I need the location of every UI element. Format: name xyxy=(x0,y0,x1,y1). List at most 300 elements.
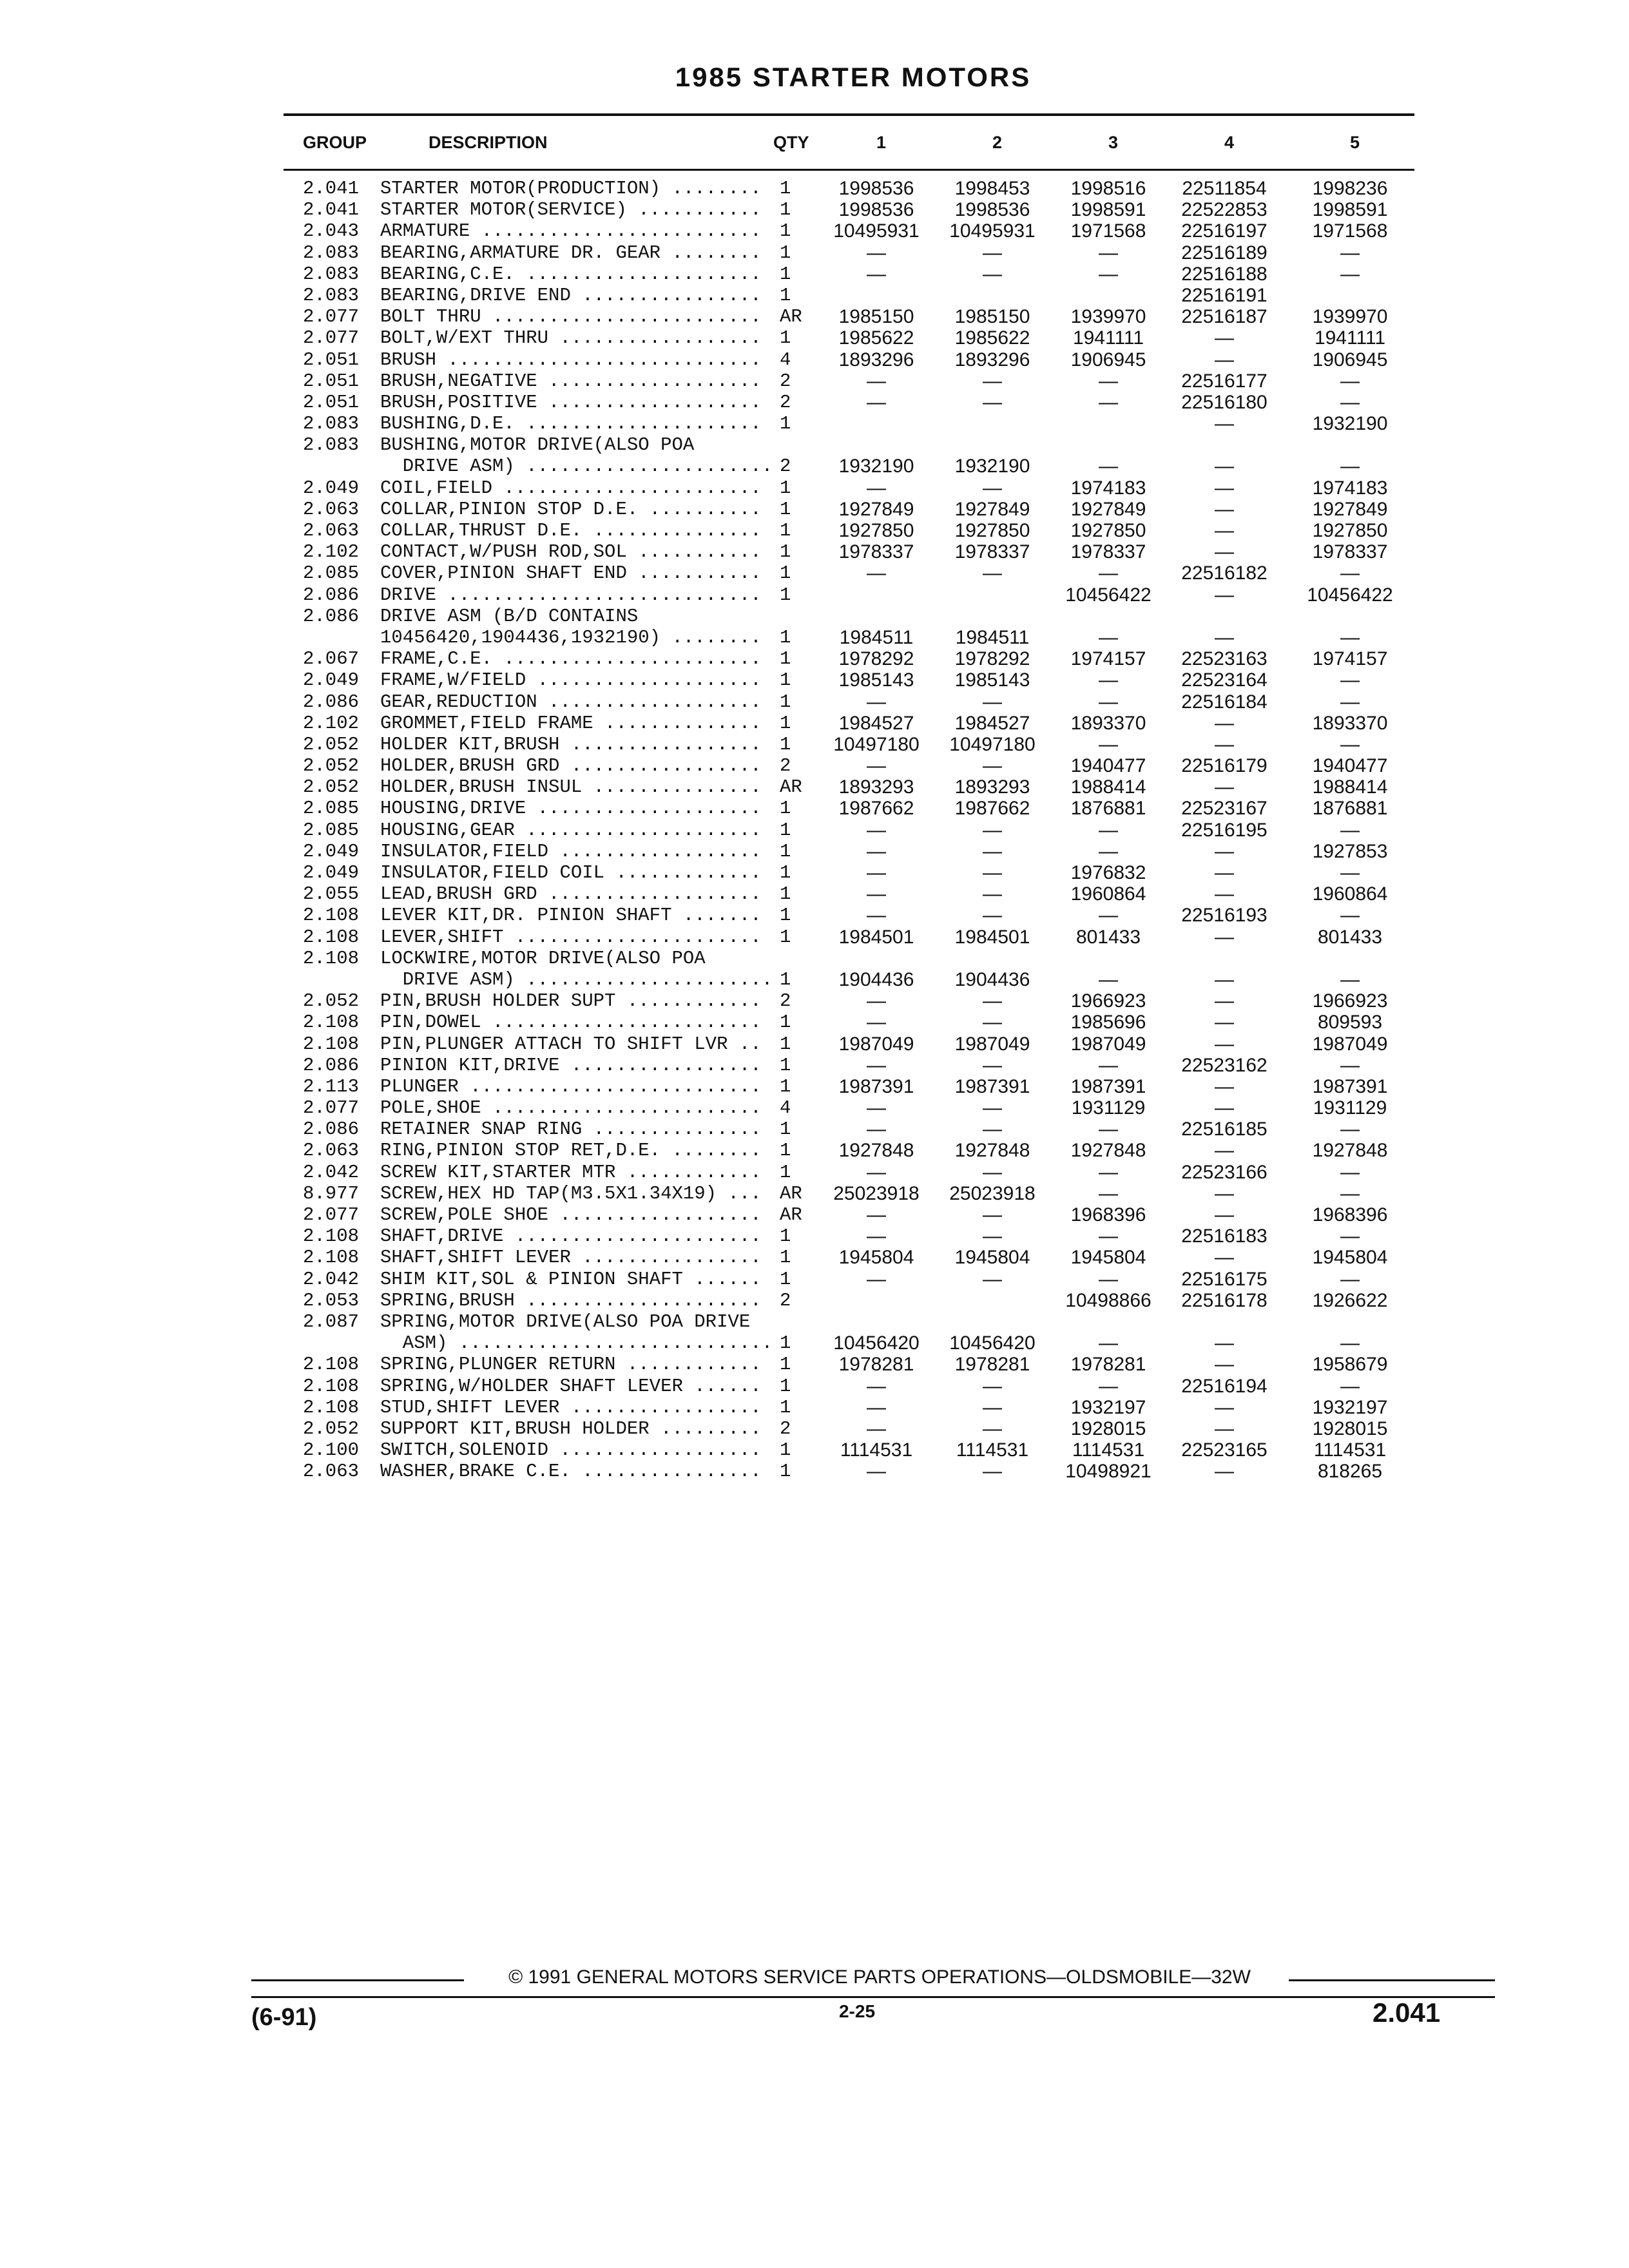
cell-col-4: 22516189 xyxy=(1181,242,1268,264)
cell-col-1: — xyxy=(867,905,886,927)
cell-col-3: — xyxy=(1099,1119,1118,1140)
cell-description: COIL,FIELD ....................... xyxy=(380,477,762,499)
table-row xyxy=(284,1332,1414,1354)
cell-description: LEVER KIT,DR. PINION SHAFT ....... xyxy=(380,905,762,927)
cell-qty: 1 xyxy=(780,905,791,927)
cell-col-2: — xyxy=(983,755,1002,777)
table-row xyxy=(284,841,1414,862)
cell-col-3: — xyxy=(1099,456,1118,477)
cell-col-3: — xyxy=(1099,562,1118,584)
cell-qty: 1 xyxy=(780,199,791,221)
cell-group: 2.041 xyxy=(303,199,360,221)
cell-col-5: — xyxy=(1340,669,1360,691)
header-col-4: 4 xyxy=(1224,133,1235,152)
cell-description: ARMATURE ......................... xyxy=(380,220,762,242)
cell-group: 2.100 xyxy=(303,1439,360,1461)
cell-col-1: 10495931 xyxy=(833,220,920,242)
cell-col-4: 22523167 xyxy=(1181,798,1268,820)
table-row xyxy=(284,1290,1414,1311)
cell-qty: 1 xyxy=(780,1012,791,1033)
cell-col-2: 1985150 xyxy=(954,306,1030,328)
cell-description: SPRING,BRUSH ..................... xyxy=(380,1289,762,1311)
cell-col-4: — xyxy=(1215,926,1234,948)
cell-qty: AR xyxy=(780,306,802,328)
cell-col-5: — xyxy=(1340,370,1360,392)
cell-col-2: — xyxy=(983,990,1002,1012)
cell-col-1: 1987662 xyxy=(838,798,914,820)
cell-group: 2.086 xyxy=(303,1054,360,1076)
cell-col-3: 1976832 xyxy=(1070,862,1146,883)
cell-col-5: — xyxy=(1340,626,1360,648)
cell-col-4: — xyxy=(1215,1140,1234,1162)
cell-col-1: 1984501 xyxy=(838,926,914,948)
cell-col-3: 1987049 xyxy=(1070,1033,1146,1055)
cell-qty: 1 xyxy=(780,1439,791,1461)
cell-qty: 1 xyxy=(780,1161,791,1183)
cell-col-2: — xyxy=(983,883,1002,905)
cell-col-2: 1893293 xyxy=(954,776,1030,798)
cell-description: PIN,DOWEL ........................ xyxy=(380,1012,762,1033)
table-row xyxy=(284,755,1414,776)
cell-group: 2.052 xyxy=(303,733,360,755)
cell-col-2: 1998536 xyxy=(954,199,1030,221)
cell-group: 2.049 xyxy=(303,862,360,883)
cell-col-4: — xyxy=(1215,413,1234,435)
cell-group: 2.108 xyxy=(303,1247,360,1269)
cell-col-5: 1927849 xyxy=(1312,498,1388,520)
cell-col-4: — xyxy=(1215,626,1234,648)
cell-qty: 1 xyxy=(780,327,791,349)
table-row xyxy=(284,1140,1414,1161)
cell-col-3: 1932197 xyxy=(1070,1396,1146,1418)
cell-col-5: 1988414 xyxy=(1312,776,1388,798)
cell-description: COLLAR,PINION STOP D.E. .......... xyxy=(380,498,762,520)
cell-description: DRIVE ASM) ...................... xyxy=(380,968,773,990)
table-row xyxy=(284,370,1414,392)
cell-col-5: 809593 xyxy=(1317,1012,1383,1033)
cell-group: 2.077 xyxy=(303,1204,360,1225)
cell-group: 2.053 xyxy=(303,1289,360,1311)
cell-description: 10456420,1904436,1932190) ........ xyxy=(380,626,762,648)
cell-col-1: — xyxy=(867,1012,886,1033)
cell-col-3: — xyxy=(1099,819,1118,841)
cell-col-4: — xyxy=(1215,840,1234,862)
cell-group: 2.108 xyxy=(303,1354,360,1376)
cell-qty: 1 xyxy=(780,691,791,713)
cell-qty: AR xyxy=(780,776,802,798)
cell-qty: 1 xyxy=(780,1396,791,1418)
cell-col-2: 1945804 xyxy=(954,1247,1030,1269)
cell-col-3: 1998516 xyxy=(1070,178,1146,199)
cell-col-1: — xyxy=(867,1097,886,1119)
cell-col-4: — xyxy=(1215,541,1234,563)
cell-description: LEAD,BRUSH GRD ................... xyxy=(380,883,762,905)
cell-col-1: 1984511 xyxy=(839,626,914,648)
cell-col-1: — xyxy=(867,840,886,862)
cell-qty: 1 xyxy=(780,562,791,584)
header-description: DESCRIPTION xyxy=(429,133,548,152)
cell-col-1: 1978292 xyxy=(838,648,914,670)
cell-col-3: 1906945 xyxy=(1070,349,1146,370)
cell-description: BOLT THRU ........................ xyxy=(380,306,762,328)
cell-description: SPRING,MOTOR DRIVE(ALSO POA DRIVE xyxy=(380,1311,751,1332)
table-row xyxy=(284,199,1414,220)
cell-col-4: 22523162 xyxy=(1181,1054,1268,1076)
cell-description: STARTER MOTOR(PRODUCTION) ........ xyxy=(380,178,762,199)
cell-col-5: 1978337 xyxy=(1312,541,1388,563)
cell-col-2: — xyxy=(983,1396,1002,1418)
cell-col-1: — xyxy=(867,691,886,713)
cell-col-5: — xyxy=(1340,263,1360,285)
table-row xyxy=(284,948,1414,969)
cell-col-3: — xyxy=(1099,1268,1118,1290)
cell-qty: 1 xyxy=(780,498,791,520)
footer-rule-left xyxy=(251,1979,464,1981)
cell-col-3: — xyxy=(1099,1161,1118,1183)
cell-col-4: — xyxy=(1215,477,1234,499)
cell-group: 2.113 xyxy=(303,1075,360,1097)
cell-group: 2.086 xyxy=(303,584,360,606)
cell-col-3: 1966923 xyxy=(1070,990,1146,1012)
cell-col-2: 1984527 xyxy=(954,712,1030,734)
cell-col-2: — xyxy=(983,1204,1002,1225)
cell-description: BRUSH ............................ xyxy=(380,349,762,370)
cell-col-5: — xyxy=(1340,1161,1360,1183)
cell-col-2: 1893296 xyxy=(954,349,1030,370)
cell-col-4: — xyxy=(1215,1461,1234,1483)
cell-col-2: — xyxy=(983,370,1002,392)
cell-col-4: — xyxy=(1215,498,1234,520)
cell-col-2: 1987662 xyxy=(954,798,1030,820)
cell-col-4: — xyxy=(1215,1182,1234,1204)
cell-group: 2.086 xyxy=(303,1119,360,1140)
cell-qty: 1 xyxy=(780,862,791,883)
cell-col-2: — xyxy=(983,1161,1002,1183)
header-col-1: 1 xyxy=(876,133,887,152)
cell-col-1: — xyxy=(867,862,886,883)
header-rule-bottom xyxy=(284,169,1414,171)
cell-description: LOCKWIRE,MOTOR DRIVE(ALSO POA xyxy=(380,947,706,969)
table-row xyxy=(284,584,1414,606)
cell-group: 2.085 xyxy=(303,562,360,584)
cell-qty: 2 xyxy=(780,456,791,477)
cell-col-2: 1984511 xyxy=(955,626,1030,648)
cell-description: BEARING,ARMATURE DR. GEAR ........ xyxy=(380,242,762,264)
cell-col-2: 1932190 xyxy=(954,456,1030,477)
cell-col-3: — xyxy=(1099,1182,1118,1204)
cell-description: DRIVE ............................ xyxy=(380,584,762,606)
table-row xyxy=(284,1461,1414,1482)
cell-col-1: — xyxy=(867,1396,886,1418)
cell-qty: 1 xyxy=(780,1461,791,1483)
cell-col-4: 22516179 xyxy=(1181,755,1268,777)
cell-col-2: — xyxy=(983,477,1002,499)
cell-col-1: 1985150 xyxy=(838,306,914,328)
table-row xyxy=(284,691,1414,713)
cell-col-5: — xyxy=(1340,1119,1360,1140)
footer-rule-right xyxy=(1289,1979,1495,1981)
cell-col-4: 22516183 xyxy=(1181,1225,1268,1247)
cell-description: PINION KIT,DRIVE ................. xyxy=(380,1054,762,1076)
cell-col-1: — xyxy=(867,819,886,841)
cell-description: BRUSH,NEGATIVE ................... xyxy=(380,370,762,392)
cell-col-4: 22516194 xyxy=(1181,1375,1268,1397)
cell-col-5: 1906945 xyxy=(1312,349,1388,370)
cell-col-4: 22516177 xyxy=(1181,370,1268,392)
cell-description: BRUSH,POSITIVE ................... xyxy=(380,391,762,413)
cell-col-1: — xyxy=(867,1119,886,1140)
cell-qty: 1 xyxy=(780,242,791,264)
cell-col-4: 22516175 xyxy=(1181,1268,1268,1290)
cell-col-3: 1960864 xyxy=(1070,883,1146,905)
cell-col-5: 1945804 xyxy=(1312,1247,1388,1269)
cell-col-1: 1893296 xyxy=(838,349,914,370)
cell-group: 2.077 xyxy=(303,306,360,328)
header-rule-top xyxy=(284,113,1414,116)
cell-group: 2.049 xyxy=(303,840,360,862)
cell-description: POLE,SHOE ........................ xyxy=(380,1097,762,1119)
cell-col-5: 1974183 xyxy=(1312,477,1388,499)
cell-qty: 4 xyxy=(780,349,791,370)
cell-description: SCREW KIT,STARTER MTR ............ xyxy=(380,1161,762,1183)
cell-qty: 1 xyxy=(780,541,791,563)
table-row xyxy=(284,1269,1414,1290)
cell-col-2: — xyxy=(983,1225,1002,1247)
cell-col-2: — xyxy=(983,1097,1002,1119)
cell-col-5: — xyxy=(1340,1332,1360,1354)
cell-description: STUD,SHIFT LEVER ................. xyxy=(380,1396,762,1418)
footer-revision: (6-91) xyxy=(251,2004,317,2031)
cell-group: 2.051 xyxy=(303,391,360,413)
cell-col-5: 1926622 xyxy=(1312,1289,1388,1311)
cell-col-3: — xyxy=(1099,242,1118,264)
cell-description: INSULATOR,FIELD .................. xyxy=(380,840,762,862)
cell-col-3: 1985696 xyxy=(1070,1012,1146,1033)
cell-qty: 2 xyxy=(780,1289,791,1311)
cell-col-2: 1978281 xyxy=(954,1354,1030,1376)
cell-col-3: 1978337 xyxy=(1070,541,1146,563)
cell-description: BEARING,C.E. ..................... xyxy=(380,263,762,285)
cell-col-1: 10497180 xyxy=(833,733,920,755)
cell-group: 8.977 xyxy=(303,1182,360,1204)
cell-qty: AR xyxy=(780,1182,802,1204)
cell-col-5: 1987049 xyxy=(1312,1033,1388,1055)
cell-col-5: 1966923 xyxy=(1312,990,1388,1012)
cell-col-4: 22511854 xyxy=(1182,178,1267,199)
cell-group: 2.041 xyxy=(303,178,360,199)
cell-qty: 1 xyxy=(780,819,791,841)
cell-col-1: 1114531 xyxy=(840,1439,913,1461)
cell-qty: 1 xyxy=(780,1054,791,1076)
cell-group: 2.108 xyxy=(303,1396,360,1418)
table-row xyxy=(284,776,1414,798)
cell-col-5: — xyxy=(1340,862,1360,883)
cell-col-4: — xyxy=(1215,1033,1234,1055)
cell-description: BEARING,DRIVE END ................ xyxy=(380,284,762,306)
cell-qty: 1 xyxy=(780,584,791,606)
cell-col-4: 22523163 xyxy=(1181,648,1268,670)
cell-qty: 1 xyxy=(780,1119,791,1140)
cell-col-1: — xyxy=(867,990,886,1012)
cell-col-3: 1927850 xyxy=(1070,520,1146,541)
cell-description: INSULATOR,FIELD COIL ............. xyxy=(380,862,762,883)
cell-group: 2.063 xyxy=(303,1140,360,1162)
cell-group: 2.052 xyxy=(303,755,360,777)
cell-col-5: — xyxy=(1340,562,1360,584)
cell-qty: 2 xyxy=(780,755,791,777)
cell-col-3: 1968396 xyxy=(1070,1204,1146,1225)
cell-col-4: 22516182 xyxy=(1181,562,1268,584)
cell-col-4: 22516197 xyxy=(1181,220,1268,242)
cell-description: SHIM KIT,SOL & PINION SHAFT ...... xyxy=(380,1268,762,1290)
cell-col-1: 10456420 xyxy=(833,1332,920,1354)
cell-qty: 1 xyxy=(780,178,791,199)
table-row xyxy=(284,1354,1414,1375)
cell-group: 2.055 xyxy=(303,883,360,905)
cell-col-2: 25023918 xyxy=(949,1182,1036,1204)
cell-col-1: — xyxy=(867,883,886,905)
cell-description: HOLDER KIT,BRUSH ................. xyxy=(380,733,762,755)
cell-col-5: 1893370 xyxy=(1312,712,1388,734)
cell-group: 2.083 xyxy=(303,434,360,456)
cell-col-3: 1978281 xyxy=(1070,1354,1146,1376)
cell-description: LEVER,SHIFT ...................... xyxy=(380,926,762,948)
cell-col-4: — xyxy=(1215,456,1234,477)
table-row xyxy=(284,1247,1414,1268)
cell-col-4: — xyxy=(1215,327,1234,349)
cell-description: GROMMET,FIELD FRAME .............. xyxy=(380,712,762,734)
table-row xyxy=(284,520,1414,541)
cell-group: 2.077 xyxy=(303,327,360,349)
table-row xyxy=(284,648,1414,669)
cell-col-1: — xyxy=(867,370,886,392)
cell-col-4: — xyxy=(1215,883,1234,905)
table-row xyxy=(284,392,1414,413)
cell-col-4: — xyxy=(1215,776,1234,798)
cell-description: PLUNGER .......................... xyxy=(380,1075,762,1097)
cell-col-2: — xyxy=(983,242,1002,264)
table-row xyxy=(284,220,1414,242)
cell-col-5: 1998236 xyxy=(1312,178,1388,199)
table-row xyxy=(284,669,1414,691)
table-row xyxy=(284,264,1414,285)
cell-col-5: — xyxy=(1340,733,1360,755)
table-row xyxy=(284,627,1414,648)
cell-col-5: — xyxy=(1340,456,1360,477)
cell-qty: 2 xyxy=(780,391,791,413)
cell-col-5: 1876881 xyxy=(1312,798,1388,820)
cell-col-5: 1987391 xyxy=(1312,1075,1388,1097)
cell-col-1: 1978337 xyxy=(838,541,914,563)
cell-col-3: 1893370 xyxy=(1070,712,1146,734)
cell-col-4: 22523166 xyxy=(1181,1161,1268,1183)
cell-col-2: 1998453 xyxy=(954,178,1030,199)
table-row xyxy=(284,327,1414,349)
cell-qty: 1 xyxy=(780,798,791,820)
cell-col-2: 1927850 xyxy=(954,520,1030,541)
cell-description: COVER,PINION SHAFT END ........... xyxy=(380,562,762,584)
table-row xyxy=(284,434,1414,456)
cell-description: FRAME,W/FIELD .................... xyxy=(380,669,762,691)
cell-col-2: — xyxy=(983,819,1002,841)
cell-col-1: 1987049 xyxy=(838,1033,914,1055)
table-row xyxy=(284,413,1414,434)
cell-col-3: — xyxy=(1099,1375,1118,1397)
cell-description: SWITCH,SOLENOID .................. xyxy=(380,1439,762,1461)
footer-rule-long xyxy=(251,1996,1495,1998)
cell-col-5: — xyxy=(1340,691,1360,713)
cell-qty: 1 xyxy=(780,712,791,734)
cell-qty: 1 xyxy=(780,840,791,862)
cell-col-1: 1985143 xyxy=(838,669,914,691)
cell-col-3: — xyxy=(1099,905,1118,927)
table-row xyxy=(284,306,1414,327)
cell-col-5: 1932190 xyxy=(1312,413,1388,435)
cell-col-1: 25023918 xyxy=(833,1182,920,1204)
cell-group: 2.085 xyxy=(303,798,360,820)
cell-col-2: — xyxy=(983,840,1002,862)
cell-col-3: 801433 xyxy=(1075,926,1141,948)
cell-col-5: 1941111 xyxy=(1314,327,1386,349)
parts-table xyxy=(284,178,1414,1482)
cell-col-4: 22516185 xyxy=(1181,1119,1268,1140)
cell-col-4: — xyxy=(1215,520,1234,541)
table-row xyxy=(284,1439,1414,1461)
cell-col-2: 10497180 xyxy=(949,733,1036,755)
table-row xyxy=(284,990,1414,1012)
cell-col-4: — xyxy=(1215,584,1234,606)
cell-group: 2.083 xyxy=(303,413,360,435)
cell-col-4: 22516178 xyxy=(1181,1289,1268,1311)
cell-group: 2.052 xyxy=(303,776,360,798)
table-row xyxy=(284,1012,1414,1033)
cell-col-3: — xyxy=(1099,733,1118,755)
cell-col-2: — xyxy=(983,862,1002,883)
cell-qty: 1 xyxy=(780,1225,791,1247)
cell-col-5: 818265 xyxy=(1317,1461,1383,1483)
cell-col-1: 1987391 xyxy=(838,1075,914,1097)
table-row xyxy=(284,1376,1414,1397)
cell-col-1: 1932190 xyxy=(838,456,914,477)
cell-col-1: 1893293 xyxy=(838,776,914,798)
cell-qty: 1 xyxy=(780,477,791,499)
cell-description: SHAFT,SHIFT LEVER ................ xyxy=(380,1247,762,1269)
cell-col-1: — xyxy=(867,1054,886,1076)
cell-col-1: 1927849 xyxy=(838,498,914,520)
table-row xyxy=(284,499,1414,520)
cell-qty: AR xyxy=(780,1204,802,1225)
cell-col-1: — xyxy=(867,263,886,285)
cell-description: BUSHING,D.E. ..................... xyxy=(380,413,762,435)
cell-description: RETAINER SNAP RING ............... xyxy=(380,1119,762,1140)
table-row xyxy=(284,1119,1414,1140)
cell-col-2: — xyxy=(983,1012,1002,1033)
table-row xyxy=(284,1076,1414,1097)
cell-group: 2.085 xyxy=(303,819,360,841)
table-row xyxy=(284,456,1414,477)
cell-description: SUPPORT KIT,BRUSH HOLDER ......... xyxy=(380,1418,762,1439)
cell-col-5: 1958679 xyxy=(1312,1354,1388,1376)
cell-qty: 1 xyxy=(780,284,791,306)
table-row xyxy=(284,242,1414,264)
cell-col-4: — xyxy=(1215,1354,1234,1376)
cell-group: 2.108 xyxy=(303,1012,360,1033)
cell-col-5: — xyxy=(1340,905,1360,927)
cell-qty: 1 xyxy=(780,669,791,691)
cell-col-4: — xyxy=(1215,733,1234,755)
cell-col-2: 1984501 xyxy=(954,926,1030,948)
cell-col-5: — xyxy=(1340,242,1360,264)
